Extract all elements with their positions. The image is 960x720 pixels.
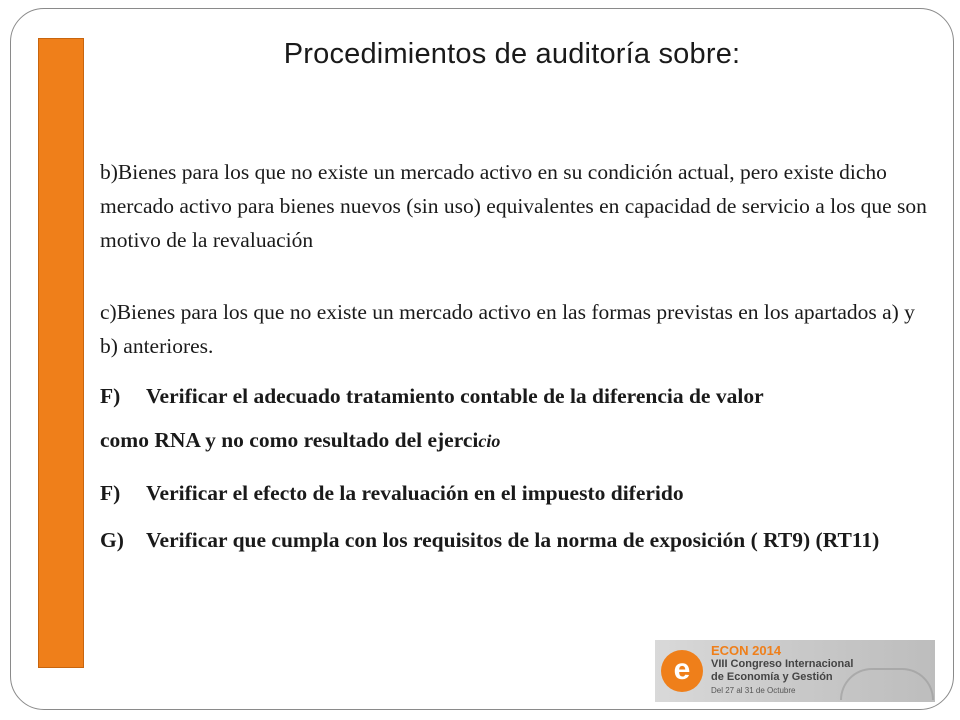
paragraph-c: c)Bienes para los que no existe un mercado activo en las formas previstas en los apartados a) y b) anteriores. <box>100 300 915 358</box>
econ-logo <box>655 640 935 702</box>
list-item-label: F) <box>100 384 121 408</box>
list-item <box>100 381 930 411</box>
list-item-label: F) <box>100 481 121 505</box>
list-item-continuation <box>100 428 500 453</box>
building-arch-graphic <box>840 668 934 700</box>
list-item-text: Verificar el efecto de la revaluación en el impuesto diferido <box>146 481 684 505</box>
list-item-text: Verificar que cumpla con los requisitos de la norma de exposición ( RT9) (RT11) <box>146 528 880 552</box>
paragraph-b: b)Bienes para los que no existe un mercado activo en su condición actual, pero existe dicho mercado activo para bienes nuevos (sin uso) equivalentes en capacidad de servicio a los que son motivo de la revaluación <box>100 160 927 252</box>
accent-bar <box>38 38 84 668</box>
continuation-bold: como RNA y no como resultado del ejerci <box>100 428 479 452</box>
list-item <box>100 478 930 508</box>
list-item-text: Verificar el adecuado tratamiento contable de la diferencia de valor <box>146 384 764 408</box>
list-item <box>100 525 930 555</box>
econ-logo-dates: Del 27 al 31 de Octubre <box>711 686 796 695</box>
econ-logo-line: VIII Congreso Internacional <box>711 658 854 670</box>
list-item-label: G) <box>100 528 124 552</box>
econ-logo-mark: e <box>661 650 703 692</box>
continuation-italic: cio <box>478 431 501 451</box>
econ-logo-line: de Economía y Gestión <box>711 671 833 683</box>
econ-logo-title: ECON 2014 <box>711 643 782 658</box>
slide-title: Procedimientos de auditoría sobre: <box>283 38 741 70</box>
